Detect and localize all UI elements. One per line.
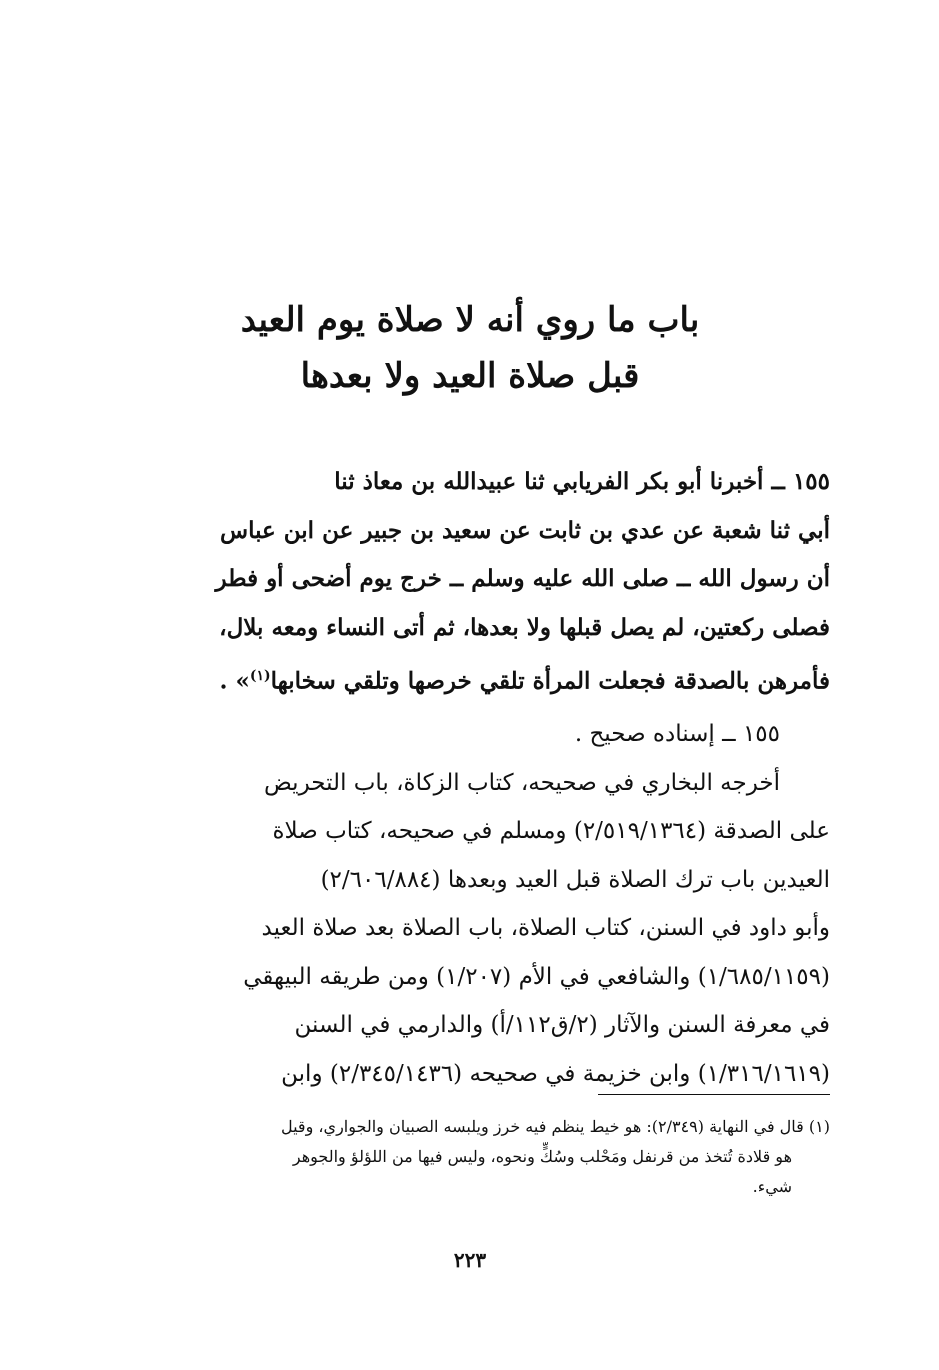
commentary-line: أخرجه البخاري في صحيحه، كتاب الزكاة، باب التحريض bbox=[264, 769, 780, 796]
footnote-divider bbox=[598, 1094, 830, 1095]
footnote-line: هو قلادة تُتخذ من قرنفل ومَحْلب وسُكٍّ ونحوه، وليس فيها من اللؤلؤ والجوهر bbox=[292, 1147, 792, 1166]
footnote-marker: (١) bbox=[249, 668, 271, 684]
footnote-line: شيء. bbox=[752, 1177, 792, 1196]
hadith-text bbox=[133, 458, 830, 706]
hadith-line: ١٥٥ ــ أخبرنا أبو بكر الفريابي ثنا عبيدالله بن معاذ ثنا bbox=[334, 468, 830, 495]
commentary-line: على الصدقة (٢/٥١٩/١٣٦٤) ومسلم في صحيحه، كتاب صلاة bbox=[272, 818, 830, 844]
commentary-line: (١/٦٨٥/١١٥٩) والشافعي في الأم (١/٢٠٧) ومن طريقه البيهقي bbox=[243, 963, 830, 990]
hadith-line: فأمرهن بالصدقة فجعلت المرأة تلقي خرصها وتلقي سخابها bbox=[270, 667, 830, 695]
chapter-title-line-1: باب ما روي أنه لا صلاة يوم العيد bbox=[240, 300, 700, 340]
hadith-line: فصلى ركعتين، لم يصل قبلها ولا بعدها، ثم أتى النساء ومعه بلال، bbox=[219, 613, 830, 641]
commentary-line: في معرفة السنن والآثار (٢/ق١١٢/أ) والدارمي في السنن bbox=[294, 1012, 830, 1038]
commentary-line: ١٥٥ ــ إسناده صحيح . bbox=[574, 721, 780, 747]
hadith-closing: » . bbox=[219, 667, 250, 695]
page-number: ٢٢٣ bbox=[453, 1248, 487, 1272]
commentary-line: (١/٣١٦/١٦١٩) وابن خزيمة في صحيحه (٢/٣٤٥/١٤٣٦) وابن bbox=[281, 1060, 830, 1087]
commentary-line: وأبو داود في السنن، كتاب الصلاة، باب الصلاة بعد صلاة العيد bbox=[261, 915, 830, 941]
hadith-line: أبي ثنا شعبة عن عدي بن ثابت عن سعيد بن جبير عن ابن عباس bbox=[220, 516, 830, 544]
chapter-title-line-2: قبل صلاة العيد ولا بعدها bbox=[300, 356, 640, 396]
footnote bbox=[133, 1112, 830, 1202]
commentary-line: العيدين باب ترك الصلاة قبل العيد وبعدها (٢/٦٠٦/٨٨٤) bbox=[320, 866, 830, 893]
hadith-line-last bbox=[133, 652, 830, 706]
commentary-text bbox=[133, 710, 830, 1098]
chapter-title bbox=[120, 292, 820, 404]
hadith-line: أن رسول الله ــ صلى الله عليه وسلم ــ خرج يوم أضحى أو فطر bbox=[215, 565, 830, 592]
footnote-line: (١) قال في النهاية (٢/٣٤٩): هو خيط ينظم فيه خرز ويلبسه الصبيان والجواري، وقيل bbox=[280, 1117, 830, 1136]
